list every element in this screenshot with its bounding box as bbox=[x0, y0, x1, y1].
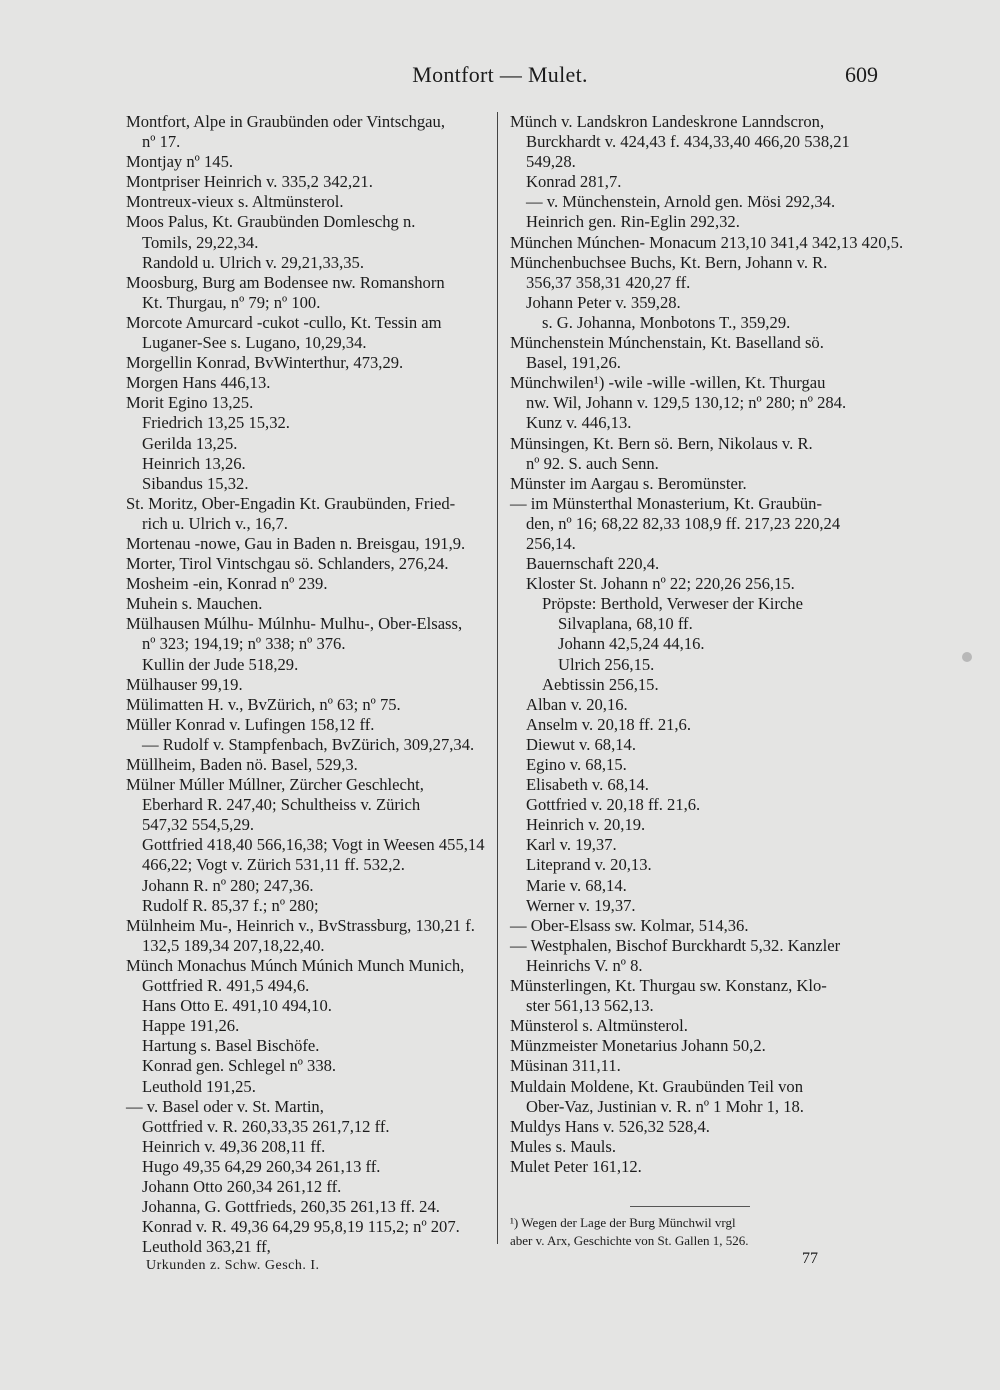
index-entry-line: Ulrich 256,15. bbox=[558, 654, 655, 674]
footnote-line: ¹) Wegen der Lage der Burg Münchwil vrgl bbox=[510, 1215, 736, 1230]
index-entry-line: Anselm v. 20,18 ff. 21,6. bbox=[526, 714, 692, 734]
index-entry-line: Johanna, G. Gottfrieds, 260,35 261,13 ff. 24. bbox=[142, 1197, 440, 1217]
index-entry-line: Kt. Thurgau, nº 79; nº 100. bbox=[142, 292, 321, 312]
index-entry-line: Johann Peter v. 359,28. bbox=[526, 292, 681, 312]
index-entry-line: Johann 42,5,24 44,16. bbox=[558, 634, 705, 654]
index-entry-line: Gottfried 418,40 566,16,38; Vogt in Weesen 455,14 bbox=[142, 835, 485, 855]
index-entry-line: Morgen Hans 446,13. bbox=[126, 373, 271, 393]
index-entry-line: Liteprand v. 20,13. bbox=[526, 855, 652, 875]
index-entry-line: Friedrich 13,25 15,32. bbox=[142, 413, 290, 433]
index-entry-line: Mülimatten H. v., BvZürich, nº 63; nº 75. bbox=[126, 694, 401, 714]
index-entry-line: Mülnheim Mu-, Heinrich v., BvStrassburg, 130,21 f. bbox=[126, 915, 475, 935]
index-entry-line: Karl v. 19,37. bbox=[526, 835, 617, 855]
index-entry-line: rich u. Ulrich v., 16,7. bbox=[142, 513, 288, 533]
index-entry-line: ster 561,13 562,13. bbox=[526, 996, 654, 1016]
index-entry-line: Moos Palus, Kt. Graubünden Domleschg n. bbox=[126, 212, 416, 232]
index-entry-line: Mortenau -nowe, Gau in Baden n. Breisgau, 191,9. bbox=[126, 533, 466, 553]
index-entry-line: Hans Otto E. 491,10 494,10. bbox=[142, 996, 332, 1016]
index-entry-line: Müller Konrad v. Lufingen 158,12 ff. bbox=[126, 714, 375, 734]
index-entry-line: s. G. Johanna, Monbotons T., 359,29. bbox=[542, 312, 791, 332]
index-entry-line: nº 323; 194,19; nº 338; nº 376. bbox=[142, 634, 346, 654]
index-entry-line: Mulet Peter 161,12. bbox=[510, 1156, 642, 1176]
footnote-line: aber v. Arx, Geschichte von St. Gallen 1, 526. bbox=[510, 1233, 749, 1248]
index-entry-line: Mules s. Mauls. bbox=[510, 1136, 617, 1156]
index-entry-line: Müsinan 311,11. bbox=[510, 1056, 621, 1076]
index-entry-line: nw. Wil, Johann v. 129,5 130,12; nº 280; nº 284. bbox=[526, 393, 847, 413]
index-entry-line: Hartung s. Basel Bischöfe. bbox=[142, 1036, 320, 1056]
footer-series-title: Urkunden z. Schw. Gesch. I. bbox=[146, 1258, 320, 1273]
column-divider bbox=[497, 112, 498, 1244]
index-entry-line: Müllheim, Baden nö. Basel, 529,3. bbox=[126, 755, 358, 774]
index-entry-line: Mülner Múller Múllner, Zürcher Geschlecht, bbox=[126, 775, 424, 795]
running-header bbox=[0, 62, 1000, 92]
index-entry-line: Mosheim -ein, Konrad nº 239. bbox=[126, 574, 328, 594]
index-entry-line: Montjay nº 145. bbox=[126, 152, 234, 172]
index-entry-line: Gerilda 13,25. bbox=[142, 433, 238, 453]
page-number: 609 bbox=[845, 62, 878, 87]
index-entry-line: Leuthold 191,25. bbox=[142, 1076, 256, 1096]
index-entry-line: Muhein s. Mauchen. bbox=[126, 594, 263, 614]
index-entry-line: Konrad gen. Schlegel nº 338. bbox=[142, 1056, 337, 1076]
index-entry-line: Münster im Aargau s. Beromünster. bbox=[510, 473, 747, 493]
index-entry-line: Bauernschaft 220,4. bbox=[526, 554, 660, 574]
index-entry-line: 256,14. bbox=[526, 533, 576, 553]
index-entry-line: Gottfried v. 20,18 ff. 21,6. bbox=[526, 795, 701, 815]
index-entry-line: München Múnchen- Monacum 213,10 341,4 342,13 420,5. bbox=[510, 232, 904, 252]
index-entry-line: Kullin der Jude 518,29. bbox=[142, 654, 299, 674]
index-entry-line: Gottfried v. R. 260,33,35 261,7,12 ff. bbox=[142, 1116, 390, 1136]
index-entry-line: Konrad v. R. 49,36 64,29 95,8,19 115,2; nº 207. bbox=[142, 1217, 460, 1237]
index-entry-line: Moosburg, Burg am Bodensee nw. Romanshorn bbox=[126, 272, 445, 292]
index-entry-line: — Westphalen, Bischof Burckhardt 5,32. Kanzler bbox=[510, 935, 841, 955]
index-entry-line: Rudolf R. 85,37 f.; nº 280; bbox=[142, 895, 319, 915]
index-entry-line: — im Münsterthal Monasterium, Kt. Graubün- bbox=[510, 493, 823, 513]
index-entry-line: 356,37 358,31 420,27 ff. bbox=[526, 272, 691, 292]
index-entry-line: Gottfried R. 491,5 494,6. bbox=[142, 976, 310, 996]
index-entry-line: Alban v. 20,16. bbox=[526, 694, 628, 714]
index-entry-line: 466,22; Vogt v. Zürich 531,11 ff. 532,2. bbox=[142, 855, 405, 875]
index-entry-line: den, nº 16; 68,22 82,33 108,9 ff. 217,23 220,24 bbox=[526, 513, 841, 533]
index-entry-line: Eberhard R. 247,40; Schultheiss v. Zürich bbox=[142, 795, 421, 815]
index-entry-line: Happe 191,26. bbox=[142, 1016, 240, 1036]
index-entry-line: Kloster St. Johann nº 22; 220,26 256,15. bbox=[526, 574, 795, 594]
paper-speck bbox=[962, 652, 972, 662]
index-entry-line: 132,5 189,34 207,18,22,40. bbox=[142, 935, 325, 955]
page-title: Montfort — Mulet. bbox=[412, 62, 588, 87]
index-entry-line: Marie v. 68,14. bbox=[526, 875, 627, 895]
index-entry-line: 547,32 554,5,29. bbox=[142, 815, 255, 835]
index-entry-line: — Ober-Elsass sw. Kolmar, 514,36. bbox=[510, 915, 749, 935]
index-entry-line: Münchwilen¹) -wile -wille -willen, Kt. Thurgau bbox=[510, 373, 826, 393]
index-entry-line: Münch Monachus Múnch Múnich Munch Munich, bbox=[126, 955, 465, 975]
index-entry-line: Elisabeth v. 68,14. bbox=[526, 775, 649, 795]
index-entry-line: nº 92. S. auch Senn. bbox=[526, 453, 659, 473]
index-entry-line: Luganer-See s. Lugano, 10,29,34. bbox=[142, 333, 367, 353]
index-entry-line: Pröpste: Berthold, Verweser der Kirche bbox=[542, 594, 803, 614]
right-column bbox=[510, 112, 904, 1177]
index-entry-line: St. Moritz, Ober-Engadin Kt. Graubünden, Fried- bbox=[126, 493, 456, 513]
index-entry-line: Randold u. Ulrich v. 29,21,33,35. bbox=[142, 252, 364, 272]
index-entry-line: Münchenbuchsee Buchs, Kt. Bern, Johann v. R. bbox=[510, 252, 828, 272]
index-entry-line: Kunz v. 446,13. bbox=[526, 413, 632, 433]
footnote-rule bbox=[630, 1206, 750, 1207]
index-entry-line: Montreux-vieux s. Altmünsterol. bbox=[126, 192, 344, 212]
index-entry-line: Montpriser Heinrich v. 335,2 342,21. bbox=[126, 172, 373, 192]
index-entry-line: 549,28. bbox=[526, 152, 576, 172]
index-entry-line: Morit Egino 13,25. bbox=[126, 393, 254, 413]
index-entry-line: Münsterol s. Altmünsterol. bbox=[510, 1016, 688, 1036]
index-entry-line: Münch v. Landskron Landeskrone Lanndscron, bbox=[510, 112, 825, 131]
index-entry-line: Heinrich gen. Rin-Eglin 292,32. bbox=[526, 212, 740, 232]
index-entry-line: Sibandus 15,32. bbox=[142, 473, 249, 493]
footnote bbox=[510, 1214, 876, 1250]
index-entry-line: Hugo 49,35 64,29 260,34 261,13 ff. bbox=[142, 1156, 381, 1176]
index-entry-line: Leuthold 363,21 ff, bbox=[142, 1237, 271, 1257]
index-entry-line: Heinrich v. 20,19. bbox=[526, 815, 646, 835]
index-entry-line: Münchenstein Múnchenstain, Kt. Baselland sö. bbox=[510, 333, 824, 353]
index-entry-line: Werner v. 19,37. bbox=[526, 895, 636, 915]
index-entry-line: Morcote Amurcard -cukot -cullo, Kt. Tessin am bbox=[126, 312, 442, 332]
index-entry-line: Tomils, 29,22,34. bbox=[142, 232, 259, 252]
index-entry-line: Konrad 281,7. bbox=[526, 172, 622, 192]
index-entry-line: Mülhausen Múlhu- Múlnhu- Mulhu-, Ober-Elsass, bbox=[126, 614, 463, 634]
index-entry-line: Aebtissin 256,15. bbox=[542, 674, 659, 694]
index-entry-line: Muldain Moldene, Kt. Graubünden Teil von bbox=[510, 1076, 804, 1096]
index-entry-line: Montfort, Alpe in Graubünden oder Vintschgau, bbox=[126, 112, 445, 131]
index-entry-line: Burckhardt v. 424,43 f. 434,33,40 466,20 538,21 bbox=[526, 132, 850, 152]
index-entry-line: Heinrichs V. nº 8. bbox=[526, 955, 643, 975]
index-entry-line: Egino v. 68,15. bbox=[526, 755, 627, 774]
left-column bbox=[126, 112, 488, 1257]
index-entry-line: Ober-Vaz, Justinian v. R. nº 1 Mohr 1, 18. bbox=[526, 1096, 804, 1116]
index-entry-line: Diewut v. 68,14. bbox=[526, 734, 636, 754]
index-entry-line: Mülhauser 99,19. bbox=[126, 674, 243, 694]
index-entry-line: Johann R. nº 280; 247,36. bbox=[142, 875, 314, 895]
index-entry-line: Muldys Hans v. 526,32 528,4. bbox=[510, 1116, 710, 1136]
index-entry-line: — v. Münchenstein, Arnold gen. Mösi 292,34. bbox=[526, 192, 836, 212]
index-entry-line: Silvaplana, 68,10 ff. bbox=[558, 614, 693, 634]
index-entry-line: Morgellin Konrad, BvWinterthur, 473,29. bbox=[126, 353, 404, 373]
index-entry-line: — Rudolf v. Stampfenbach, BvZürich, 309,27,34. bbox=[142, 734, 475, 754]
index-entry-line: Münzmeister Monetarius Johann 50,2. bbox=[510, 1036, 766, 1056]
index-entry-line: — v. Basel oder v. St. Martin, bbox=[126, 1096, 324, 1116]
index-entry-line: Heinrich v. 49,36 208,11 ff. bbox=[142, 1136, 326, 1156]
index-entry-line: Münsterlingen, Kt. Thurgau sw. Konstanz, Klo- bbox=[510, 976, 827, 996]
index-entry-line: Morter, Tirol Vintschgau sö. Schlanders, 276,24. bbox=[126, 554, 449, 574]
index-entry-line: Heinrich 13,26. bbox=[142, 453, 246, 473]
signature-mark: 77 bbox=[802, 1250, 818, 1267]
index-entry-line: nº 17. bbox=[142, 132, 181, 152]
index-entry-line: Basel, 191,26. bbox=[526, 353, 621, 373]
index-entry-line: Johann Otto 260,34 261,12 ff. bbox=[142, 1176, 342, 1196]
index-entry-line: Münsingen, Kt. Bern sö. Bern, Nikolaus v. R. bbox=[510, 433, 813, 453]
